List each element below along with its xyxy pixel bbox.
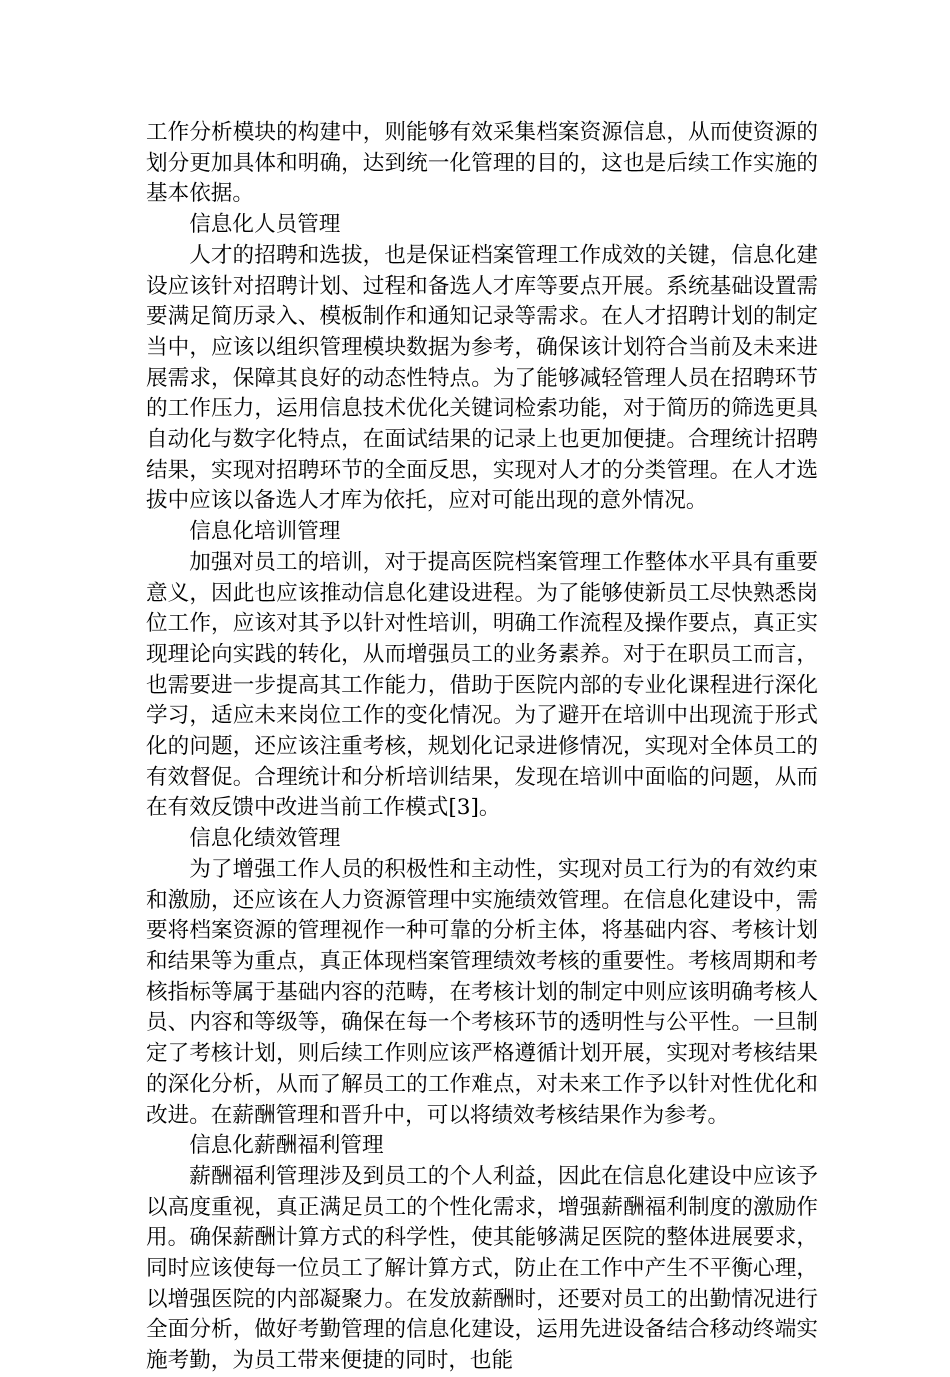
section-body-compensation: 薪酬福利管理涉及到员工的个人利益，因此在信息化建设中应该予以高度重视，真正满足员工的个性化需求，增强薪酬福利制度的激励作用。确保薪酬计算方式的科学性，使其能够满足医院的整体进展要求，同时应该使每一位员工了解计算方式，防止在工作中产生不平衡心理，以增强医院的内部凝聚力。在发放薪酬时，还要对员工的出勤情况进行全面分析，做好考勤管理的信息化建设，运用先进设备结合移动终端实施考勤，为员工带来便捷的同时，也能 bbox=[146, 1163, 818, 1374]
section-heading-personnel: 信息化人员管理 bbox=[189, 212, 341, 238]
section-heading-compensation: 信息化薪酬福利管理 bbox=[189, 1133, 384, 1159]
section-body-personnel: 人才的招聘和选拔，也是保证档案管理工作成效的关键，信息化建设应该针对招聘计划、过程和备选人才库等要点开展。系统基础设置需要满足简历录入、模板制作和通知记录等需求。在人才招聘计划的制定当中，应该以组织管理模块数据为参考，确保该计划符合当前及未来进展需求，保障其良好的动态性特点。为了能够减轻管理人员在招聘环节的工作压力，运用信息技术优化关键词检索功能，对于简历的筛选更具自动化与数字化特点，在面试结果的记录上也更加便捷。合理统计招聘结果，实现对招聘环节的全面反思，实现对人才的分类管理。在人才选拔中应该以备选人才库为依托，应对可能出现的意外情况。 bbox=[146, 242, 818, 514]
intro-paragraph: 工作分析模块的构建中，则能够有效采集档案资源信息，从而使资源的划分更加具体和明确，达到统一化管理的目的，这也是后续工作实施的基本依据。 bbox=[146, 120, 818, 207]
section-heading-performance: 信息化绩效管理 bbox=[189, 826, 341, 852]
section-body-training: 加强对员工的培训，对于提高医院档案管理工作整体水平具有重要意义，因此也应该推动信息化建设进程。为了能够使新员工尽快熟悉岗位工作，应该对其予以针对性培训，明确工作流程及操作要点，真正实现理论向实践的转化，从而增强员工的业务素养。对于在职员工而言，也需要进一步提高其工作能力，借助于医院内部的专业化课程进行深化学习，适应未来岗位工作的变化情况。为了避开在培训中出现流于形式化的问题，还应该注重考核，规划化记录进修情况，实现对全体员工的有效督促。合理统计和分析培训结果，发现在培训中面临的问题，从而在有效反馈中改进当前工作模式[3]。 bbox=[146, 549, 818, 821]
document-page bbox=[146, 118, 818, 1377]
section-heading-training: 信息化培训管理 bbox=[189, 519, 341, 545]
section-body-performance: 为了增强工作人员的积极性和主动性，实现对员工行为的有效约束和激励，还应该在人力资源管理中实施绩效管理。在信息化建设中，需要将档案资源的管理视作一种可靠的分析主体，将基础内容、考核计划和结果等为重点，真正体现档案管理绩效考核的重要性。考核周期和考核指标等属于基础内容的范畴，在考核计划的制定中则应该明确考核人员、内容和等级等，确保在每一个考核环节的透明性与公平性。一旦制定了考核计划，则后续工作则应该严格遵循计划开展，实现对考核结果的深化分析，从而了解员工的工作难点，对未来工作予以针对性优化和改进。在薪酬管理和晋升中，可以将绩效考核结果作为参考。 bbox=[146, 856, 818, 1128]
